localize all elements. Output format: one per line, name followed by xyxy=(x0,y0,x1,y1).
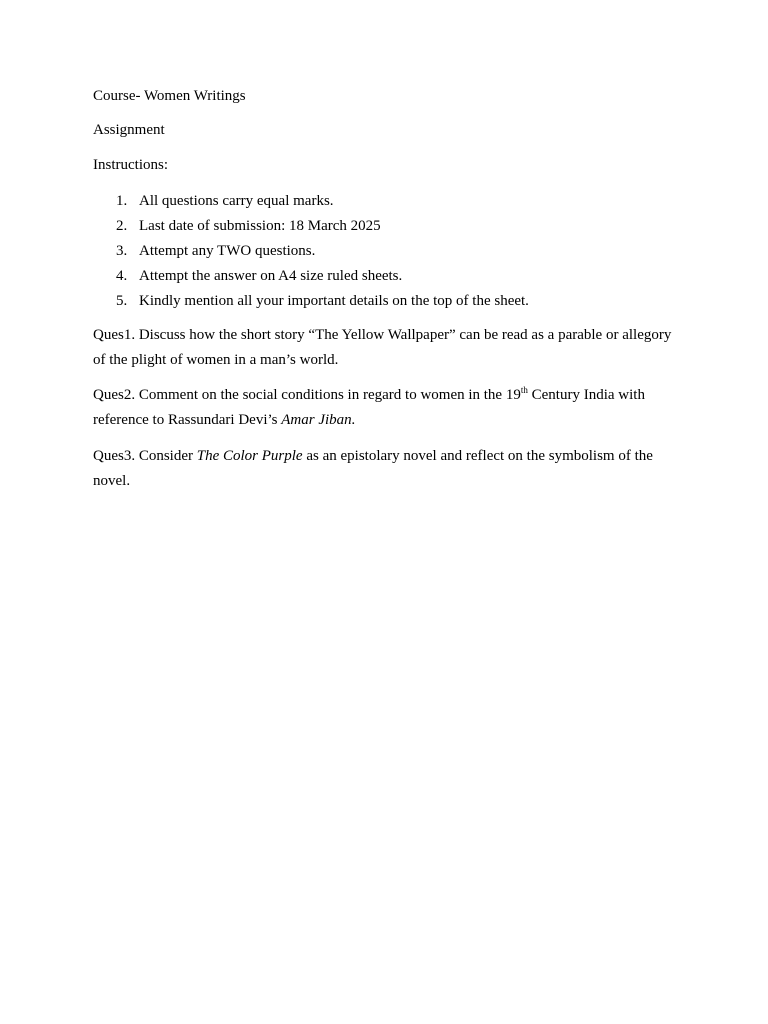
book-title-color-purple: The Color Purple xyxy=(196,448,303,464)
question-2-end: . xyxy=(351,412,356,428)
instruction-text: Last date of submission: 18 March 2025 xyxy=(139,218,381,234)
instruction-number: 1. xyxy=(116,193,128,209)
assignment-heading: Assignment xyxy=(93,122,165,138)
instructions-label: Instructions: xyxy=(93,157,168,173)
ordinal-suffix: th xyxy=(520,385,528,395)
instruction-text: All questions carry equal marks. xyxy=(139,193,334,209)
question-2-text-cont: Century India with reference to Rassundari Devi’s xyxy=(93,387,645,428)
course-title: Course- Women Writings xyxy=(93,88,246,104)
instruction-number: 3. xyxy=(116,243,128,259)
instruction-text: Attempt any TWO questions. xyxy=(139,243,316,259)
instruction-text: Attempt the answer on A4 size ruled sheets. xyxy=(139,268,403,284)
instruction-number: 2. xyxy=(116,218,128,234)
question-2-text: Ques2. Comment on the social conditions in regard to women in the 19 xyxy=(93,387,521,403)
instruction-number: 4. xyxy=(116,268,128,284)
question-3-text-cont: as an epistolary novel and reflect on the symbolism of the novel. xyxy=(93,448,653,489)
question-3 xyxy=(93,444,678,494)
book-title-amar-jiban: Amar Jiban xyxy=(281,412,352,428)
instruction-text: Kindly mention all your important details on the top of the sheet. xyxy=(139,293,529,309)
question-2 xyxy=(93,383,678,433)
instruction-number: 5. xyxy=(116,293,128,309)
question-3-text: Ques3. Consider xyxy=(93,448,197,464)
question-1: Ques1. Discuss how the short story “The Yellow Wallpaper” can be read as a parable or allegory of the plight of women in a man’s world. xyxy=(93,327,672,368)
